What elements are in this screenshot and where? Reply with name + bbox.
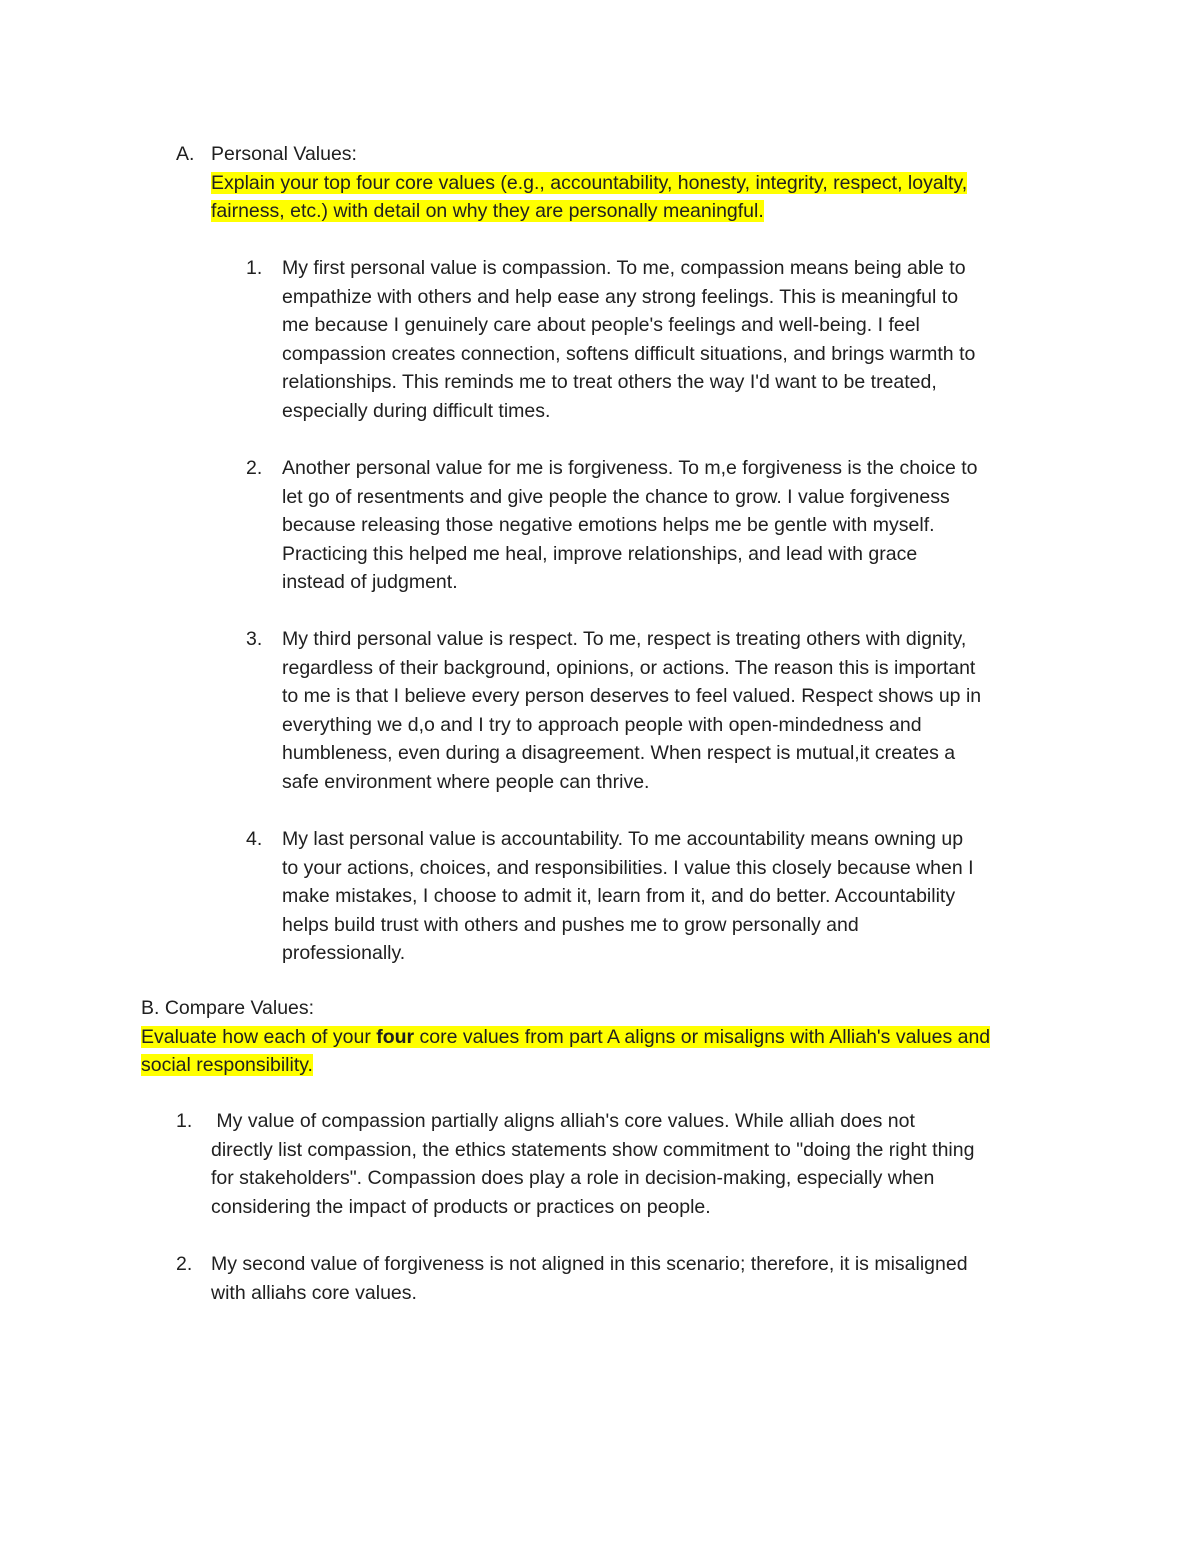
text-line: humbleness, even during a disagreement. When respect is mutual,it creates a	[282, 742, 956, 764]
text-line: My third personal value is respect. To me, respect is treating others with dignity,	[282, 628, 967, 650]
text-line: professionally.	[282, 942, 406, 964]
list-item-number: 2.	[246, 457, 263, 479]
text-line: safe environment where people can thrive.	[282, 770, 650, 793]
list-item-text	[282, 625, 1072, 796]
text-line: instead of judgment.	[282, 571, 458, 593]
prompt-bold-text: four	[376, 1025, 415, 1048]
prompt-text: Evaluate how each of your	[141, 1025, 377, 1048]
text-line: especially during difficult times.	[282, 399, 551, 422]
prompt-line: Explain your top four core values (e.g., accountability, honesty, integrity, respect, loyalty,	[211, 171, 968, 194]
text-line: to your actions, choices, and responsibilities. I value this closely because when I	[282, 856, 974, 879]
text-line: My second value of forgiveness is not aligned in this scenario; therefore, it is misaligned	[211, 1253, 968, 1275]
prompt-line: social responsibility.	[141, 1054, 313, 1076]
text-line: because releasing those negative emotions helps me be gentle with myself.	[282, 514, 935, 536]
text-line: make mistakes, I choose to admit it, learn from it, and do better. Accountability	[282, 885, 956, 907]
section-a-heading: Personal Values:	[211, 143, 357, 165]
text-line: helps build trust with others and pushes me to grow personally and	[282, 913, 859, 936]
text-line: considering the impact of products or practices on people.	[211, 1195, 711, 1218]
text-line: regardless of their background, opinions, or actions. The reason this is important	[282, 656, 976, 679]
list-item-text	[211, 1250, 1071, 1307]
text-line: for stakeholders". Compassion does play a role in decision-making, especially when	[211, 1167, 935, 1189]
list-item-number: 1.	[246, 257, 263, 279]
text-line: to me is that I believe every person deserves to feel valued. Respect shows up in	[282, 685, 982, 707]
section-a-marker: A.	[176, 143, 195, 165]
text-line: let go of resentments and give people the chance to grow. I value forgiveness	[282, 485, 950, 508]
text-line: Another personal value for me is forgiveness. To m,e forgiveness is the choice to	[282, 457, 978, 479]
prompt-text: core values from part A aligns or misaligns with Alliah's values and	[414, 1025, 991, 1048]
text-line: My last personal value is accountability. To me accountability means owning up	[282, 828, 964, 850]
section-a-prompt	[211, 169, 1071, 226]
list-item-number: 2.	[176, 1253, 193, 1275]
text-line: with alliahs core values.	[211, 1281, 417, 1304]
text-line: me because I genuinely care about people's feelings and well-being. I feel	[282, 314, 920, 336]
text-line: directly list compassion, the ethics statements show commitment to "doing the right thing	[211, 1138, 975, 1161]
text-line: compassion creates connection, softens difficult situations, and brings warmth to	[282, 342, 976, 365]
prompt-line: fairness, etc.) with detail on why they are personally meaningful.	[211, 200, 764, 222]
text-line: everything we d,o and I try to approach people with open-mindedness and	[282, 713, 922, 736]
section-b-heading: B. Compare Values:	[141, 997, 315, 1019]
list-item-text	[282, 454, 1072, 597]
list-item-number: 4.	[246, 828, 263, 850]
text-line: Practicing this helped me heal, improve relationships, and lead with grace	[282, 542, 918, 565]
list-item-text	[282, 825, 1072, 968]
section-b-prompt	[141, 1026, 990, 1048]
list-item-text	[282, 254, 1072, 425]
list-item-text	[211, 1107, 1071, 1221]
text-line: empathize with others and help ease any strong feelings. This is meaningful to	[282, 285, 959, 308]
text-line: relationships. This reminds me to treat others the way I'd want to be treated,	[282, 371, 937, 393]
list-item-number: 1.	[176, 1110, 193, 1132]
text-line: My first personal value is compassion. To me, compassion means being able to	[282, 257, 966, 279]
section-b	[141, 994, 1061, 1080]
list-item-number: 3.	[246, 628, 263, 650]
text-line: My value of compassion partially aligns alliah's core values. While alliah does not	[211, 1110, 915, 1132]
